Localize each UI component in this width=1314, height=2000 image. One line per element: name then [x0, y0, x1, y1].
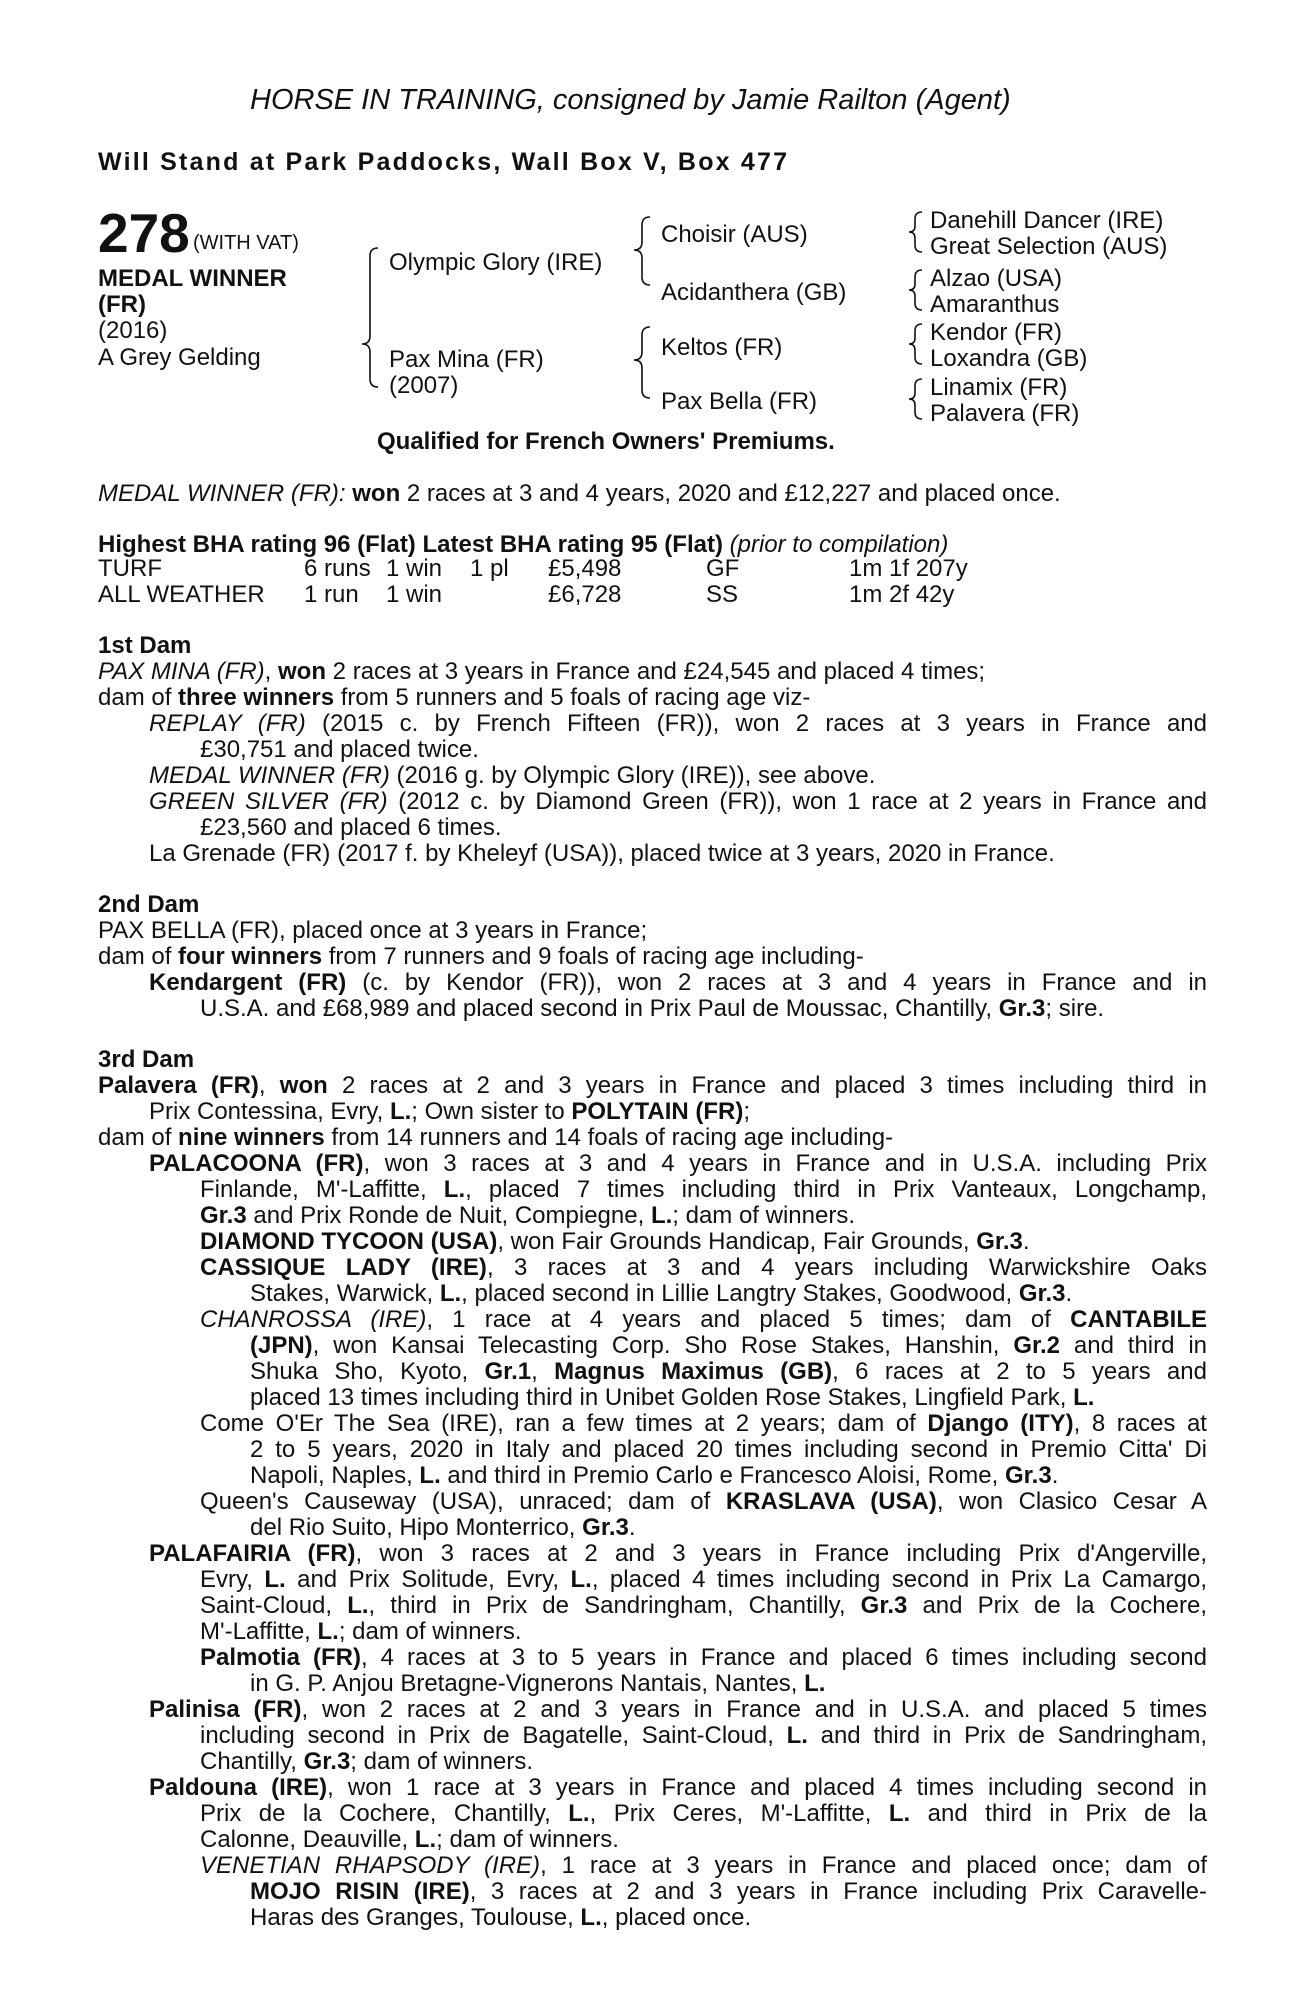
a: Gr.3 [200, 1202, 247, 1229]
a: Finlande, M'-Laffitte, [200, 1176, 444, 1203]
b: nine winners [178, 1124, 325, 1151]
palinisa-line1 [149, 1697, 1207, 1723]
b: (2012 c. by Diamond Green (FR)), won 1 race at 2 years in France and [387, 788, 1207, 815]
c: L. [650, 1202, 673, 1229]
stand-location: Will Stand at Park Paddocks, Wall Box V, Box 477 [98, 148, 790, 176]
palmotia-line2 [250, 1671, 825, 1697]
d: L. [570, 1566, 592, 1593]
e: , 6 races at 2 to 5 years and [832, 1358, 1207, 1385]
come-oer-line1 [200, 1411, 1207, 1437]
venetian-line2 [250, 1879, 1207, 1905]
paldouna-line2 [200, 1801, 1207, 1827]
come-oer-line3 [250, 1463, 1058, 1489]
b: L. [347, 1592, 369, 1619]
a: Haras des Granges, Toulouse, [250, 1904, 581, 1931]
lot-number: 278 [98, 202, 190, 264]
b: , 4 races at 3 to 5 years in France and placed 6 times including second [361, 1644, 1207, 1671]
dam: Pax Mina (FR) [389, 346, 544, 373]
a: PALACOONA (FR) [149, 1150, 364, 1177]
ddd: Palavera (FR) [930, 400, 1080, 427]
d: Gr.3 [1004, 1462, 1052, 1489]
d: 2 races at 2 and 3 years in France and placed 3 times including third in [327, 1072, 1208, 1099]
b: , 3 races at 3 and 4 years including Warwickshire Oaks [486, 1254, 1208, 1281]
horse-name-line1: MEDAL WINNER [98, 265, 287, 292]
chanrossa-line3 [250, 1359, 1207, 1385]
b: L. [389, 1098, 412, 1125]
a: CASSIQUE LADY (IRE) [200, 1254, 487, 1281]
palacoona-line2 [200, 1177, 1207, 1203]
distance: 1m 2f 42y [849, 581, 955, 608]
a: del Rio Suito, Hipo Monterrico, [250, 1514, 583, 1541]
b: four winners [178, 943, 323, 970]
c: won [279, 1072, 328, 1099]
d: and third in [1060, 1332, 1208, 1359]
kendargent-line2 [200, 996, 1104, 1022]
palafairia-line1 [149, 1541, 1207, 1567]
b: Gr.3 [998, 995, 1046, 1022]
first-dam-heading: 1st Dam [98, 632, 192, 659]
d: Magnus Maximus (GB) [554, 1358, 833, 1385]
c: , [531, 1358, 555, 1385]
d: Gr.3 [860, 1592, 908, 1619]
a: Palmotia (FR) [200, 1644, 362, 1671]
c: from 7 runners and 9 foals of racing age including- [322, 943, 864, 970]
sire-dam: Acidanthera (GB) [661, 279, 847, 306]
c: . [628, 1514, 636, 1541]
dds: Linamix (FR) [930, 374, 1068, 401]
a: in G. P. Anjou Bretagne-Vignerons Nantais, Nantes, [250, 1670, 805, 1697]
gen3-brace-2 [909, 270, 922, 310]
queens-line2 [250, 1515, 636, 1541]
a: Palavera (FR) [98, 1072, 259, 1099]
a: Palinisa (FR) [149, 1696, 302, 1723]
c: and third in Premio Carlo e Francesco Aloisi, Rome, [440, 1462, 1005, 1489]
second-dam-line1: PAX BELLA (FR), placed once at 3 years in France; [98, 917, 648, 944]
a: Calonne, Deauville, [200, 1826, 415, 1853]
gen3-brace-4 [909, 379, 922, 419]
a: placed 13 times including third in Unibet Golden Rose Stakes, Lingfield Park, [250, 1384, 1074, 1411]
a: dam of [98, 1124, 179, 1151]
runs: 6 runs [304, 555, 371, 582]
a: MEDAL WINNER (FR) [149, 762, 390, 789]
c: ; Own sister to [411, 1098, 572, 1125]
medal-line [149, 763, 875, 789]
summary-name: MEDAL WINNER (FR) [98, 480, 339, 507]
a: Saint-Cloud, [200, 1592, 348, 1619]
b: KRASLAVA (USA) [725, 1488, 937, 1515]
a: Chantilly, [200, 1748, 304, 1775]
palafairia-line4 [200, 1619, 522, 1645]
summary-colon: : [338, 480, 346, 507]
diamond-tycoon-line [200, 1229, 1030, 1255]
third-dam-heading: 3rd Dam [98, 1046, 195, 1073]
b: Gr.1 [484, 1358, 532, 1385]
c: , placed once. [601, 1904, 752, 1931]
dam-year: (2007) [389, 372, 459, 399]
dam-dam: Pax Bella (FR) [661, 388, 818, 415]
a: Paldouna (IRE) [149, 1774, 328, 1801]
a: Kendargent (FR) [149, 969, 347, 996]
distance: 1m 1f 207y [849, 555, 968, 582]
won: won [278, 658, 327, 685]
chanrossa-line1 [200, 1307, 1207, 1333]
c: , 8 races at [1073, 1410, 1207, 1437]
gen1-brace [362, 248, 378, 387]
prize: £6,728 [548, 581, 622, 608]
sire-sire: Choisir (AUS) [661, 221, 808, 248]
venetian-line1 [200, 1853, 1207, 1879]
b: (2016 g. by Olympic Glory (IRE)), see above. [389, 762, 876, 789]
b: Gr.3 [303, 1748, 351, 1775]
dsd: Loxandra (GB) [930, 345, 1088, 372]
c: ; dam of winners. [350, 1748, 534, 1775]
a: Stakes, Warwick, [250, 1280, 440, 1307]
a: Prix Contessina, Evry, [149, 1098, 390, 1125]
grenade-line: La Grenade (FR) (2017 f. by Kheleyf (USA)), placed twice at 3 years, 2020 in France. [149, 840, 1055, 867]
ssd: Great Selection (AUS) [930, 233, 1168, 260]
cassique-line1 [200, 1255, 1207, 1281]
surface: ALL WEATHER [98, 581, 265, 608]
going: SS [706, 581, 739, 608]
b: , won Kansai Telecasting Corp. Sho Rose Stakes, Hanshin, [312, 1332, 1014, 1359]
b: , won 3 races at 3 and 4 years in France and in U.S.A. including Prix [363, 1150, 1207, 1177]
c: , third in Prix de Sandringham, Chantilly, [368, 1592, 861, 1619]
horse-name-line2: (FR) [98, 291, 146, 318]
c: and Prix Solitude, Evry, [285, 1566, 571, 1593]
a: (JPN) [250, 1332, 313, 1359]
palacoona-line1 [149, 1151, 1207, 1177]
cassique-line2 [250, 1281, 1072, 1307]
b: L. [419, 1462, 441, 1489]
chanrossa-line2 [250, 1333, 1207, 1359]
b: , 1 race at 4 years and placed 5 times; dam of [426, 1306, 1071, 1333]
first-dam-line1 [98, 659, 985, 685]
summary-rest: 2 races at 3 and 4 years, 2020 and £12,227 and placed once. [400, 480, 1061, 507]
going: GF [706, 555, 740, 582]
replay-line1 [149, 711, 1207, 737]
e: and third in Prix de la [910, 1800, 1208, 1827]
d: . [1022, 1228, 1030, 1255]
a: DIAMOND TYCOON (USA) [200, 1228, 498, 1255]
ratings-heading-text: Highest BHA rating 96 (Flat) Latest BHA rating 95 (Flat) [98, 531, 723, 558]
second-dam-heading: 2nd Dam [98, 891, 200, 918]
b: L. [264, 1566, 286, 1593]
b: Gr.3 [582, 1514, 629, 1541]
b: L. [580, 1904, 602, 1931]
b: L. [568, 1800, 590, 1827]
palafairia-line2 [200, 1567, 1207, 1593]
b: Django (ITY) [927, 1410, 1074, 1437]
d: L. [888, 1800, 911, 1827]
d: POLYTAIN (FR) [571, 1098, 744, 1125]
e: , placed 4 times including second in Prix La Camargo, [591, 1566, 1207, 1593]
second-dam-line2 [98, 944, 864, 970]
gen2-brace-sire [634, 217, 650, 285]
sdd: Amaranthus [930, 291, 1060, 318]
a: MOJO RISIN (IRE) [250, 1878, 470, 1905]
palavera-line2 [149, 1099, 750, 1125]
c: , placed 7 times including third in Prix Vanteaux, Longchamp, [465, 1176, 1207, 1203]
paldouna-line1 [149, 1775, 1207, 1801]
c: , placed second in Lillie Langtry Stakes, Goodwood, [461, 1280, 1019, 1307]
b: L. [1073, 1384, 1095, 1411]
horse-description: A Grey Gelding [98, 344, 261, 371]
runs: 1 run [304, 581, 359, 608]
gen3-brace-1 [909, 212, 922, 252]
a: CHANROSSA (IRE) [200, 1306, 427, 1333]
sss: Danehill Dancer (IRE) [930, 207, 1164, 234]
sire: Olympic Glory (IRE) [389, 249, 603, 276]
venetian-line3 [250, 1905, 751, 1931]
e: and Prix de la Cochere, [907, 1592, 1208, 1619]
c: CANTABILE [1070, 1306, 1208, 1333]
c: from 14 runners and 14 foals of racing age including- [324, 1124, 894, 1151]
b: , won Fair Grounds Handicap, Fair Grounds, [497, 1228, 977, 1255]
ratings-heading [98, 532, 948, 558]
c: ; sire. [1045, 995, 1105, 1022]
e: ; [743, 1098, 751, 1125]
a: Prix de la Cochere, Chantilly, [200, 1800, 569, 1827]
dam-sire: Keltos (FR) [661, 334, 783, 361]
a: including second in Prix de Bagatelle, Saint-Cloud, [200, 1722, 787, 1749]
sds: Alzao (USA) [930, 265, 1063, 292]
a: U.S.A. and £68,989 and placed second in Prix Paul de Moussac, Chantilly, [200, 995, 999, 1022]
palafairia-line3 [200, 1593, 1207, 1619]
c: from 5 runners and 5 foals of racing age viz- [334, 684, 811, 711]
green-line2: £23,560 and placed 6 times. [200, 814, 502, 841]
c: ; dam of winners. [436, 1826, 619, 1853]
a: Napoli, Naples, [250, 1462, 420, 1489]
dam-name: PAX MINA (FR) [98, 658, 265, 685]
surface: TURF [98, 555, 162, 582]
b: L. [443, 1176, 466, 1203]
a: GREEN SILVER (FR) [149, 788, 388, 815]
d: ; dam of winners. [672, 1202, 856, 1229]
a: REPLAY (FR) [149, 710, 306, 737]
first-dam-line2 [98, 685, 810, 711]
palmotia-line1 [200, 1645, 1207, 1671]
a: Shuka Sho, Kyoto, [250, 1358, 485, 1385]
palacoona-line3 [200, 1203, 855, 1229]
palavera-line3 [98, 1125, 893, 1151]
come-oer-line2: 2 to 5 years, 2020 in Italy and placed 20 times including second in Premio Citta' Di [250, 1436, 1207, 1463]
b: (c. by Kendor (FR)), won 2 races at 3 and 4 years in France and in [346, 969, 1208, 996]
b: L. [786, 1722, 808, 1749]
palinisa-line2 [200, 1723, 1207, 1749]
paldouna-line3 [200, 1827, 619, 1853]
a: PALAFAIRIA (FR) [149, 1540, 356, 1567]
e: . [1051, 1462, 1059, 1489]
wins: 1 win [386, 555, 443, 582]
a: dam of [98, 943, 179, 970]
a: VENETIAN RHAPSODY (IRE) [200, 1852, 541, 1879]
c: and third in Prix de Sandringham, [807, 1722, 1207, 1749]
b: , won 3 races at 2 and 3 years in France including Prix d'Angerville, [355, 1540, 1207, 1567]
b: and Prix Ronde de Nuit, Compiegne, [246, 1202, 651, 1229]
b: , [258, 1072, 280, 1099]
b: three winners [178, 684, 335, 711]
d: Gr.3 [1018, 1280, 1066, 1307]
queens-line1 [200, 1489, 1207, 1515]
c: , won Clasico Cesar A [936, 1488, 1207, 1515]
rest: 2 races at 3 years in France and £24,545 and placed 4 times; [326, 658, 986, 685]
b: L. [804, 1670, 826, 1697]
vat-label: (WITH VAT) [193, 232, 299, 254]
birth-year: (2016) [98, 317, 168, 344]
page-title: HORSE IN TRAINING, consigned by Jamie Railton (Agent) [250, 84, 1011, 116]
b: L. [317, 1618, 339, 1645]
palinisa-line3 [200, 1749, 533, 1775]
a: M'-Laffitte, [200, 1618, 318, 1645]
c: , Prix Ceres, M'-Laffitte, [589, 1800, 889, 1827]
ratings-note: (prior to compilation) [729, 531, 949, 558]
gen3-brace-3 [909, 324, 922, 364]
a: Evry, [200, 1566, 265, 1593]
e: . [1065, 1280, 1073, 1307]
b: L. [439, 1280, 462, 1307]
c: Gr.2 [1013, 1332, 1061, 1359]
dss: Kendor (FR) [930, 319, 1063, 346]
palavera-line1 [98, 1073, 1207, 1099]
a: Queen's Causeway (USA), unraced; dam of [200, 1488, 726, 1515]
prize: £5,498 [548, 555, 622, 582]
green-line1 [149, 789, 1207, 815]
wins: 1 win [386, 581, 443, 608]
c: Gr.3 [976, 1228, 1023, 1255]
replay-line2: £30,751 and placed twice. [200, 736, 479, 763]
b: , 1 race at 3 years in France and placed once; dam of [540, 1852, 1207, 1879]
a: Come O'Er The Sea (IRE), ran a few times at 2 years; dam of [200, 1410, 928, 1437]
b: L. [414, 1826, 437, 1853]
chanrossa-line4 [250, 1385, 1094, 1411]
kendargent-line1 [149, 970, 1207, 996]
summary-line [98, 481, 1061, 507]
placed: 1 pl [470, 555, 509, 582]
sep: , [264, 658, 279, 685]
b: , won 2 races at 2 and 3 years in France and in U.S.A. and placed 5 times [301, 1696, 1207, 1723]
qualified-note: Qualified for French Owners' Premiums. [377, 428, 835, 455]
summary-won: won [352, 480, 401, 507]
c: ; dam of winners. [338, 1618, 522, 1645]
b: , 3 races at 2 and 3 years in France including Prix Caravelle- [469, 1878, 1207, 1905]
gen2-brace-dam [634, 327, 650, 398]
a: dam of [98, 684, 179, 711]
b: (2015 c. by French Fifteen (FR)), won 2 races at 3 years in France and [305, 710, 1207, 737]
b: , won 1 race at 3 years in France and placed 4 times including second in [327, 1774, 1208, 1801]
